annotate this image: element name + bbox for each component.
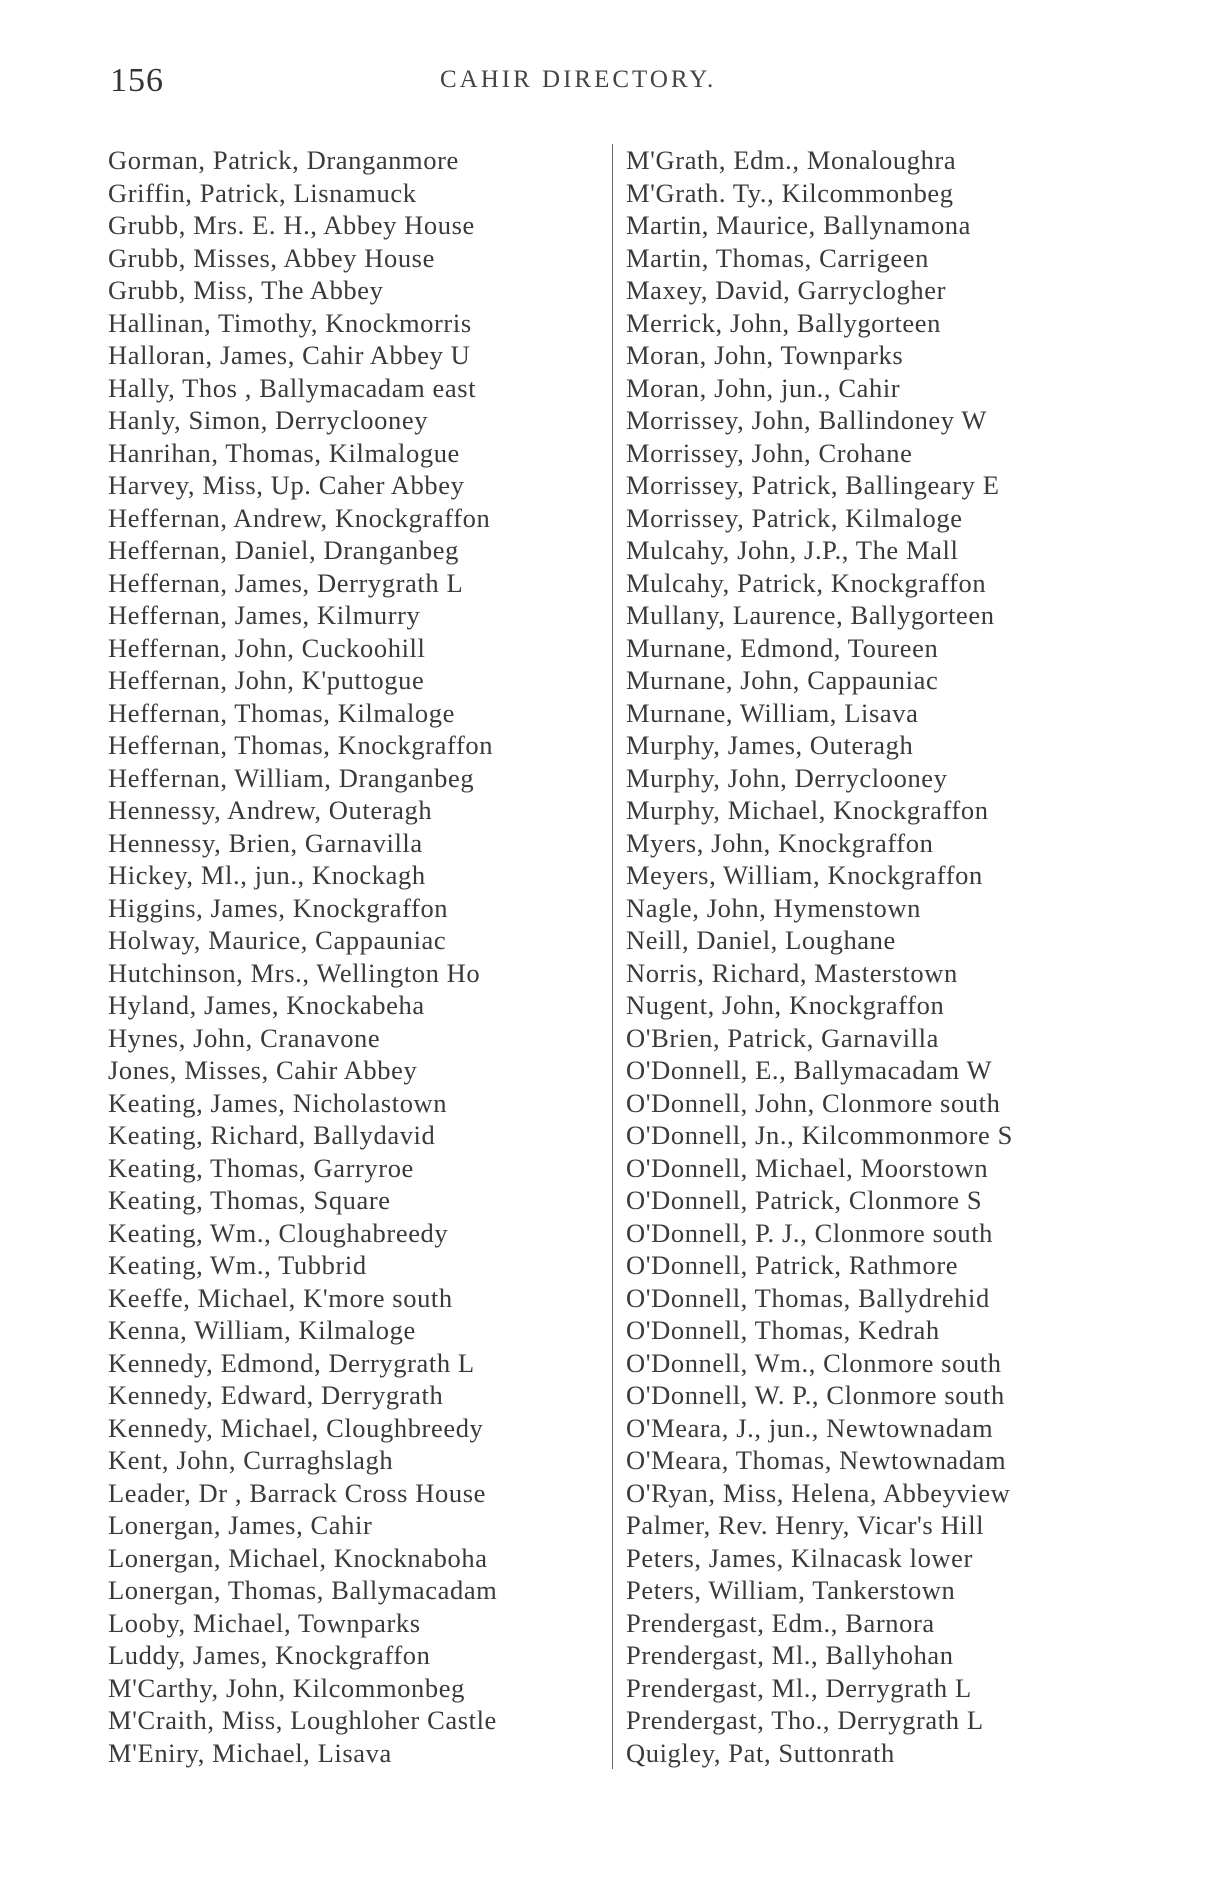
directory-entry: Leader, Dr , Barrack Cross House	[108, 1477, 486, 1508]
directory-entry: Keeffe, Michael, K'more south	[108, 1282, 453, 1313]
directory-entry: Quigley, Pat, Suttonrath	[626, 1737, 895, 1768]
directory-entry: Myers, John, Knockgraffon	[626, 827, 934, 858]
directory-entry: Maxey, David, Garryclogher	[626, 275, 946, 305]
directory-entry: Murphy, Michael, Knockgraffon	[626, 795, 989, 825]
directory-entry: Kennedy, Michael, Cloughbreedy	[108, 1412, 484, 1443]
directory-entry: Prendergast, Ml., Ballyhohan	[626, 1640, 954, 1670]
directory-entry: Murnane, Edmond, Toureen	[626, 632, 939, 663]
directory-entry: Keating, Thomas, Garryroe	[108, 1152, 414, 1183]
directory-entry: O'Meara, Thomas, Newtownadam	[626, 1445, 1007, 1475]
directory-entry: Mullany, Laurence, Ballygorteen	[626, 600, 995, 630]
directory-entry: Keating, Wm., Tubbrid	[108, 1250, 367, 1280]
directory-entry: Morrissey, John, Crohane	[626, 437, 913, 468]
right-column	[626, 144, 1106, 1769]
directory-entry: Kennedy, Edward, Derrygrath	[108, 1380, 444, 1410]
left-column	[108, 144, 608, 1769]
directory-entry: Martin, Thomas, Carrigeen	[626, 242, 929, 273]
directory-entry: Keating, James, Nicholastown	[108, 1087, 448, 1118]
directory-entry: O'Donnell, E., Ballymacadam W	[626, 1055, 993, 1085]
directory-entry: Morrissey, Patrick, Ballingeary E	[626, 470, 1000, 500]
directory-entry: Hutchinson, Mrs., Wellington Ho	[108, 957, 481, 988]
directory-entry: Lonergan, Thomas, Ballymacadam	[108, 1575, 498, 1605]
directory-entry: O'Ryan, Miss, Helena, Abbeyview	[626, 1477, 1011, 1508]
directory-entry: O'Donnell, Michael, Moorstown	[626, 1152, 989, 1183]
directory-entry: O'Donnell, P. J., Clonmore south	[626, 1217, 994, 1248]
directory-entry: M'Grath, Edm., Monaloughra	[626, 145, 957, 175]
directory-entry: Hally, Thos , Ballymacadam east	[108, 372, 477, 403]
directory-entry: Keating, Thomas, Square	[108, 1185, 391, 1215]
directory-entry: Palmer, Rev. Henry, Vicar's Hill	[626, 1510, 985, 1540]
directory-entry: Luddy, James, Knockgraffon	[108, 1640, 431, 1670]
page-number: 156	[110, 62, 164, 99]
directory-entry: O'Donnell, Thomas, Ballydrehid	[626, 1282, 990, 1313]
directory-entry: Kennedy, Edmond, Derrygrath L	[108, 1347, 475, 1378]
directory-entry: M'Grath. Ty., Kilcommonbeg	[626, 177, 954, 208]
directory-entry: Hanly, Simon, Derryclooney	[108, 405, 429, 435]
directory-entry: Keating, Richard, Ballydavid	[108, 1120, 436, 1150]
directory-entry: Jones, Misses, Cahir Abbey	[108, 1055, 418, 1085]
directory-entry: O'Meara, J., jun., Newtownadam	[626, 1412, 994, 1443]
directory-entry: Murnane, William, Lisava	[626, 697, 919, 728]
directory-entry: Hanrihan, Thomas, Kilmalogue	[108, 437, 460, 468]
directory-entry: Kent, John, Curraghslagh	[108, 1445, 394, 1475]
directory-entry: O'Brien, Patrick, Garnavilla	[626, 1022, 939, 1053]
directory-entry: Neill, Daniel, Loughane	[626, 925, 896, 955]
directory-entry: Looby, Michael, Townparks	[108, 1607, 421, 1638]
directory-entry: Martin, Maurice, Ballynamona	[626, 210, 972, 240]
directory-entry: Hynes, John, Cranavone	[108, 1022, 381, 1053]
directory-entry: Lonergan, James, Cahir	[108, 1510, 373, 1540]
directory-entry: O'Donnell, W. P., Clonmore south	[626, 1380, 1005, 1410]
directory-entry: Holway, Maurice, Cappauniac	[108, 925, 447, 955]
directory-entry: Heffernan, Daniel, Dranganbeg	[108, 535, 459, 565]
directory-entry: Lonergan, Michael, Knocknaboha	[108, 1542, 488, 1573]
directory-entry: Murphy, John, Derryclooney	[626, 762, 948, 793]
column-divider	[612, 144, 613, 1769]
running-head: CAHIR DIRECTORY.	[440, 66, 717, 93]
directory-entry: Grubb, Misses, Abbey House	[108, 242, 435, 273]
directory-entry: Hickey, Ml., jun., Knockagh	[108, 860, 426, 890]
directory-entry: Meyers, William, Knockgraffon	[626, 860, 983, 890]
directory-entry: Nugent, John, Knockgraffon	[626, 990, 945, 1020]
directory-entry: O'Donnell, John, Clonmore south	[626, 1087, 1001, 1118]
directory-entry: Heffernan, John, Cuckoohill	[108, 632, 426, 663]
directory-entry: Heffernan, James, Kilmurry	[108, 600, 421, 630]
directory-entry: Heffernan, William, Dranganbeg	[108, 762, 475, 793]
directory-entry: Merrick, John, Ballygorteen	[626, 307, 941, 338]
directory-entry: Kenna, William, Kilmaloge	[108, 1315, 416, 1345]
directory-entry: Nagle, John, Hymenstown	[626, 892, 921, 923]
directory-entry: O'Donnell, Jn., Kilcommonmore S	[626, 1120, 1013, 1150]
directory-entry: Gorman, Patrick, Dranganmore	[108, 145, 459, 175]
directory-entry: M'Eniry, Michael, Lisava	[108, 1737, 392, 1768]
directory-entry: Heffernan, Thomas, Kilmaloge	[108, 697, 455, 728]
directory-entry: Norris, Richard, Masterstown	[626, 957, 958, 988]
directory-entry: Hyland, James, Knockabeha	[108, 990, 425, 1020]
directory-entry: Heffernan, James, Derrygrath L	[108, 567, 464, 598]
directory-entry: Prendergast, Edm., Barnora	[626, 1607, 935, 1638]
directory-entry: O'Donnell, Wm., Clonmore south	[626, 1347, 1002, 1378]
directory-entry: Higgins, James, Knockgraffon	[108, 892, 449, 923]
directory-entry: Heffernan, John, K'puttogue	[108, 665, 425, 695]
directory-entry: Heffernan, Thomas, Knockgraffon	[108, 730, 494, 760]
directory-entry: Harvey, Miss, Up. Caher Abbey	[108, 470, 465, 500]
directory-entry: Mulcahy, John, J.P., The Mall	[626, 535, 959, 565]
directory-entry: Peters, William, Tankerstown	[626, 1575, 956, 1605]
directory-entry: Grubb, Miss, The Abbey	[108, 275, 384, 305]
directory-entry: Grubb, Mrs. E. H., Abbey House	[108, 210, 475, 240]
directory-entry: Moran, John, Townparks	[626, 340, 904, 370]
directory-entry: Griffin, Patrick, Lisnamuck	[108, 177, 417, 208]
directory-entry: Murnane, John, Cappauniac	[626, 665, 939, 695]
directory-entry: Mulcahy, Patrick, Knockgraffon	[626, 567, 987, 598]
directory-entry: Halloran, James, Cahir Abbey U	[108, 340, 471, 370]
directory-entry: Morrissey, Patrick, Kilmaloge	[626, 502, 963, 533]
directory-entry: Heffernan, Andrew, Knockgraffon	[108, 502, 491, 533]
directory-entry: O'Donnell, Patrick, Clonmore S	[626, 1185, 983, 1215]
directory-entry: Morrissey, John, Ballindoney W	[626, 405, 987, 435]
directory-entry: M'Craith, Miss, Loughloher Castle	[108, 1705, 497, 1735]
directory-entry: Prendergast, Ml., Derrygrath L	[626, 1672, 972, 1703]
directory-entry: Prendergast, Tho., Derrygrath L	[626, 1705, 984, 1735]
directory-entry: Hennessy, Andrew, Outeragh	[108, 795, 433, 825]
directory-entry: O'Donnell, Patrick, Rathmore	[626, 1250, 959, 1280]
directory-entry: Peters, James, Kilnacask lower	[626, 1542, 973, 1573]
directory-entry: Moran, John, jun., Cahir	[626, 372, 901, 403]
directory-entry: Hennessy, Brien, Garnavilla	[108, 827, 423, 858]
directory-entry: O'Donnell, Thomas, Kedrah	[626, 1315, 940, 1345]
directory-entry: Keating, Wm., Cloughabreedy	[108, 1217, 449, 1248]
directory-entry: M'Carthy, John, Kilcommonbeg	[108, 1672, 465, 1703]
directory-entry: Murphy, James, Outeragh	[626, 730, 914, 760]
directory-entry: Hallinan, Timothy, Knockmorris	[108, 307, 472, 338]
